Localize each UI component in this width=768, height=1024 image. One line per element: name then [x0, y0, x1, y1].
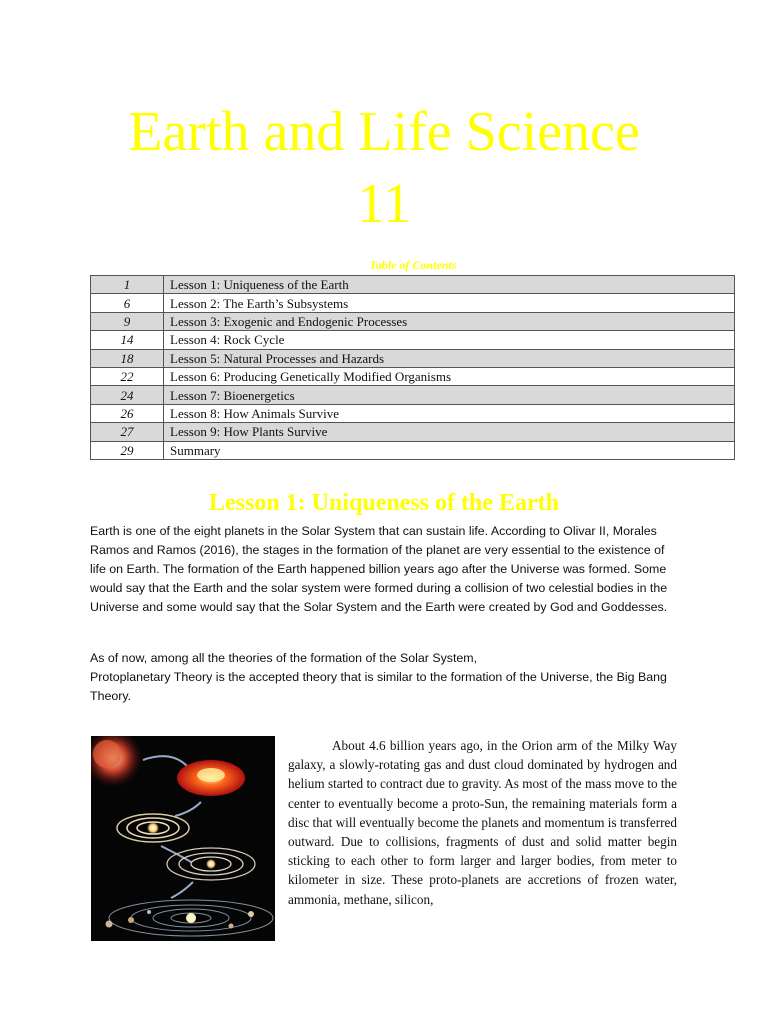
toc-row: [91, 349, 735, 367]
toc-row: [91, 423, 735, 441]
toc-row: [91, 276, 735, 294]
toc-caption: Table of Contents: [369, 258, 457, 272]
toc-row: [91, 331, 735, 349]
toc-row: [91, 404, 735, 422]
toc-row: [91, 312, 735, 330]
toc-lesson: Summary: [164, 441, 735, 459]
paragraph-2-line-2: Protoplanetary Theory is the accepted theory that is similar to the formation of the Universe, the Big Bang Theory.: [90, 670, 667, 703]
lesson-1-paragraph-2: [90, 649, 680, 706]
paragraph-2-line-1: As of now, among all the theories of the formation of the Solar System,: [90, 651, 478, 665]
lesson-1-heading: Lesson 1: Uniqueness of the Earth: [208, 490, 560, 516]
toc-row: [91, 367, 735, 385]
toc-lesson: Lesson 4: Rock Cycle: [164, 331, 735, 349]
table-of-contents: [90, 275, 735, 460]
toc-page: 18: [91, 349, 164, 367]
toc-page: 24: [91, 386, 164, 404]
toc-page: 29: [91, 441, 164, 459]
lesson-1-paragraph-1: Earth is one of the eight planets in the Solar System that can sustain life. According to Olivar II, Morales Ramos and Ramos (2016), the stages in the formation of the planet are very essential to the existence of life on Earth. The formation of the Earth happened billion years ago after the Universe was formed. Some would say that the Earth and the solar system were formed during a collision of two celestial bodies in the Universe and some would say that the Solar System and the Earth were created by God and Goddesses.: [90, 524, 668, 614]
paragraph-3-text: About 4.6 billion years ago, in the Orion arm of the Milky Way galaxy, a slowly-rotating gas and dust cloud dominated by hydrogen and helium started to contract due to gravity. As most of the mass move to the center to eventually become a proto-Sun, the remaining materials form a disc that will eventually become the planets and momentum is transferred outward. Due to collisions, fragments of dust and solid matter begin sticking to each other to form larger and larger bodies, from meter to kilometer in size. These proto-planets are accretions of frozen water, ammonia, methane, silicon,: [288, 738, 677, 907]
toc-page: 14: [91, 331, 164, 349]
toc-page: 1: [91, 276, 164, 294]
toc-row: [91, 441, 735, 459]
toc-lesson: Lesson 3: Exogenic and Endogenic Processes: [164, 312, 735, 330]
title-line-2: 11: [357, 173, 411, 235]
toc-lesson: Lesson 8: How Animals Survive: [164, 404, 735, 422]
toc-lesson: Lesson 5: Natural Processes and Hazards: [164, 349, 735, 367]
toc-page: 22: [91, 367, 164, 385]
toc-page: 27: [91, 423, 164, 441]
title-line-1: Earth and Life Science: [128, 101, 640, 163]
toc-row: [91, 386, 735, 404]
toc-lesson: Lesson 2: The Earth’s Subsystems: [164, 294, 735, 312]
lesson-1-paragraph-3: [288, 736, 677, 909]
solar-system-formation-image: [91, 736, 275, 941]
toc-page: 6: [91, 294, 164, 312]
toc-lesson: Lesson 7: Bioenergetics: [164, 386, 735, 404]
toc-lesson: Lesson 1: Uniqueness of the Earth: [164, 276, 735, 294]
toc-row: [91, 294, 735, 312]
toc-page: 26: [91, 404, 164, 422]
document-title: [0, 96, 768, 240]
toc-lesson: Lesson 6: Producing Genetically Modified Organisms: [164, 367, 735, 385]
toc-page: 9: [91, 312, 164, 330]
toc-lesson: Lesson 9: How Plants Survive: [164, 423, 735, 441]
solar-system-formation-illustration: [91, 736, 275, 941]
